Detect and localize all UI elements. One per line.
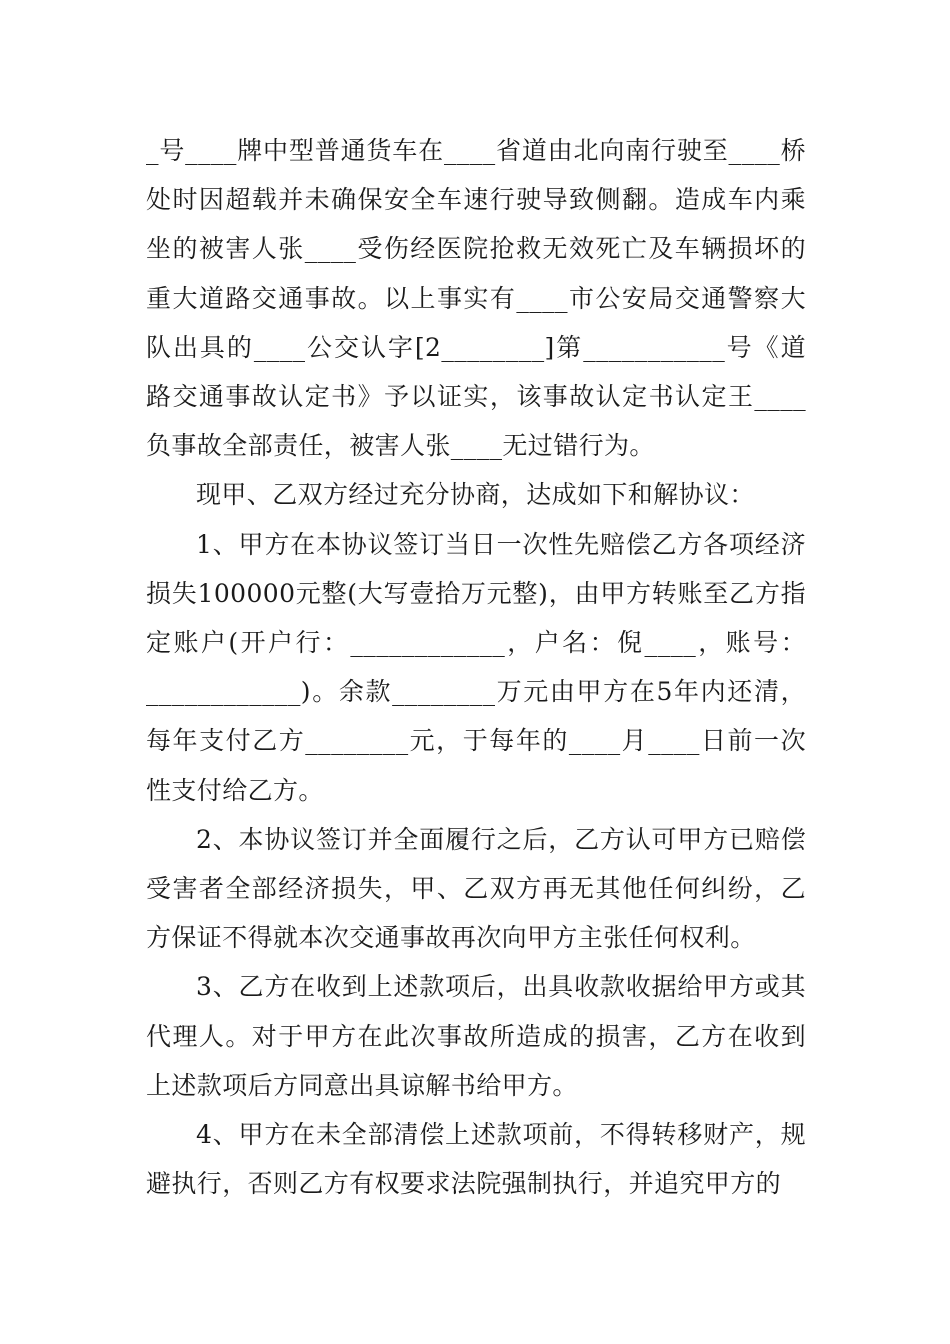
document-body bbox=[146, 126, 806, 1208]
paragraph-clause-2: 2、本协议签订并全面履行之后，乙方认可甲方已赔偿受害者全部经济损失，甲、乙双方再无其他任何纠纷，乙方保证不得就本次交通事故再次向甲方主张任何权利。 bbox=[146, 824, 806, 953]
paragraph-clause-1: 1、甲方在本协议签订当日一次性先赔偿乙方各项经济损失100000元整(大写壹拾万元整)，由甲方转账至乙方指定账户(开户行：____________，户名：倪____，账号：____________)。余款________万元由甲方在5年内还清，每年支付乙方________元，于每年的____月____日前一次性支付给乙方。 bbox=[146, 529, 806, 805]
paragraph-clause-4: 4、甲方在未全部清偿上述款项前，不得转移财产，规避执行，否则乙方有权要求法院强制执行，并追究甲方的 bbox=[146, 1120, 806, 1199]
paragraph-clause-3: 3、乙方在收到上述款项后，出具收款收据给甲方或其代理人。对于甲方在此次事故所造成的损害，乙方在收到上述款项后方同意出具谅解书给甲方。 bbox=[146, 972, 806, 1100]
paragraph-agreement-intro: 现甲、乙双方经过充分协商，达成如下和解协议： bbox=[196, 480, 755, 510]
paragraph-accident-facts: _号____牌中型普通货车在____省道由北向南行驶至____桥处时因超载并未确保安全车速行驶导致侧翻。造成车内乘坐的被害人张____受伤经医院抢救无效死亡及车辆损坏的重大道路交通事故。以上事实有____市公安局交通警察大队出具的____公交认字[2________]第___________号《道路交通事故认定书》予以证实，该事故认定书认定王____负事故全部责任，被害人张____无过错行为。 bbox=[146, 136, 806, 461]
